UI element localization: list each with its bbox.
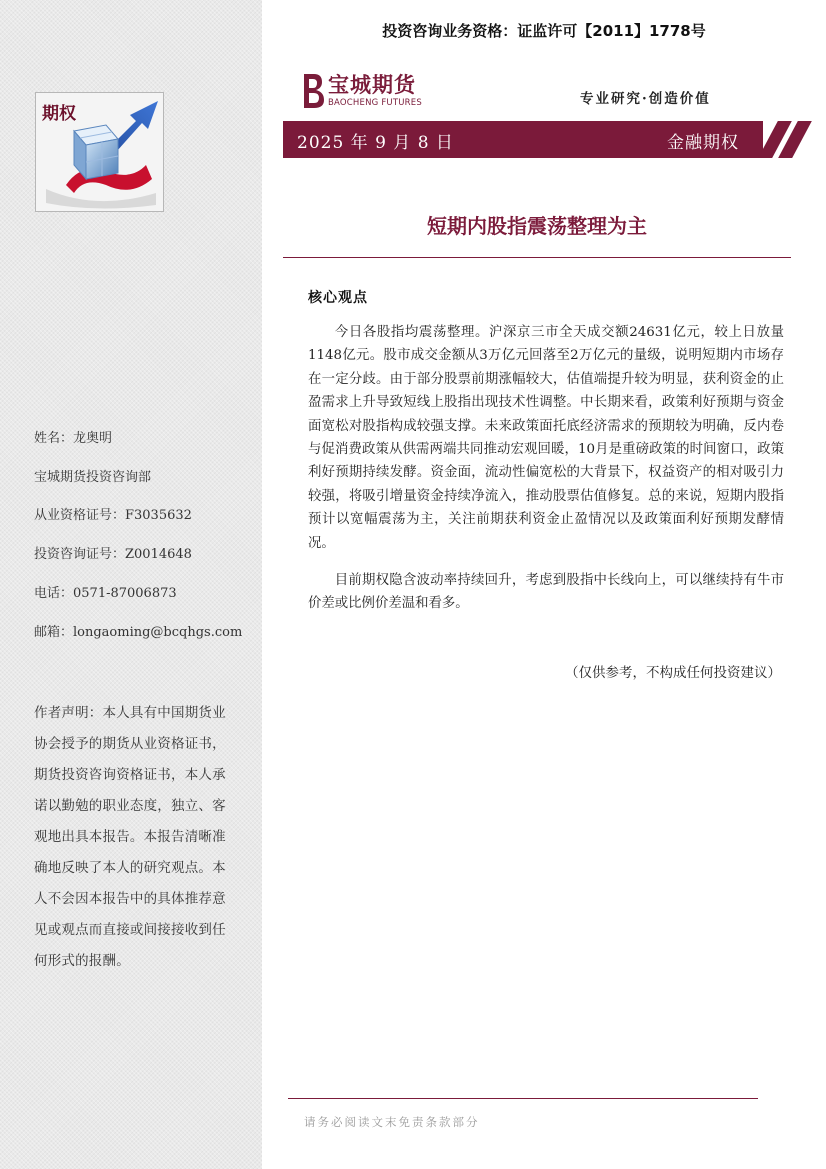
author-department: 宝城期货投资咨询部: [34, 470, 152, 485]
options-label: 期权: [42, 104, 76, 124]
license-line: 投资咨询业务资格：证监许可【2011】1778号: [382, 22, 706, 40]
date-banner: [283, 121, 763, 158]
slogan: 专业研究·创造价值: [580, 91, 711, 107]
author-qualification: 从业资格证号：F3035632: [34, 508, 192, 523]
title-divider: [283, 257, 791, 258]
report-category: 金融期权: [667, 133, 739, 153]
footer-divider: [288, 1098, 758, 1099]
brand-b-icon: [298, 70, 326, 110]
section-heading: 核心观点: [308, 290, 368, 306]
author-email: 邮箱：longaoming@bcqhgs.com: [34, 625, 243, 640]
author-consulting-id: 投资咨询证号：Z0014648: [34, 547, 192, 562]
sidebar: [0, 0, 262, 1169]
options-logo-image: [35, 92, 164, 212]
report-title: 短期内股指震荡整理为主: [427, 214, 647, 238]
body-paragraph: 今日各股指均震荡整理。沪深京三市全天成交额24631亿元，较上日放量1148亿元。股市成交金额从3万亿元回落至2万亿元的量级，说明短期内市场存在一定分歧。由于部分股票前期涨幅较大，估值端提升较为明显，获利资金的止盈需求上升导致短线上股指出现技术性调整。中长期来看，政策利好预期与资金面宽松对股指构成较强支撑。未来政策面托底经济需求的预期较为明确，反内卷与促消费政策从供需两端共同推动宏观回暖，10月是重磅政策的时间窗口，政策利好预期持续发酵。资金面，流动性偏宽松的大背景下，权益资产的相对吸引力较强，将吸引增量资金持续净流入，推动股票估值修复。总的来说，短期内股指预计以宽幅震荡为主，关注前期获利资金止盈情况以及政策面利好预期发酵情况。: [308, 325, 784, 551]
brand-logo: [298, 70, 438, 112]
author-statement: 作者声明：本人具有中国期货业协会授予的期货从业资格证书，期货投资咨询资格证书，本人承诺以勤勉的职业态度，独立、客观地出具本报告。本报告清晰准确地反映了本人的研究观点。本人不会因本报告中的具体推荐意见或观点而直接或间接接收到任何形式的报酬。: [34, 705, 226, 969]
author-name: 姓名：龙奥明: [34, 431, 113, 446]
author-phone: 电话：0571-87006873: [34, 586, 177, 601]
brand-name-en: BAOCHENG FUTURES: [328, 98, 422, 108]
body-paragraph: 目前期权隐含波动率持续回升，考虑到股指中长线向上，可以继续持有牛市价差或比例价差温和看多。: [308, 573, 784, 612]
footer-note: 请务必阅读文末免责条款部分: [304, 1115, 480, 1129]
disclaimer-note: （仅供参考，不构成任何投资建议）: [565, 665, 781, 681]
brand-name-cn: 宝城期货: [328, 72, 416, 97]
report-date: 2025 年 9 月 8 日: [297, 133, 454, 153]
